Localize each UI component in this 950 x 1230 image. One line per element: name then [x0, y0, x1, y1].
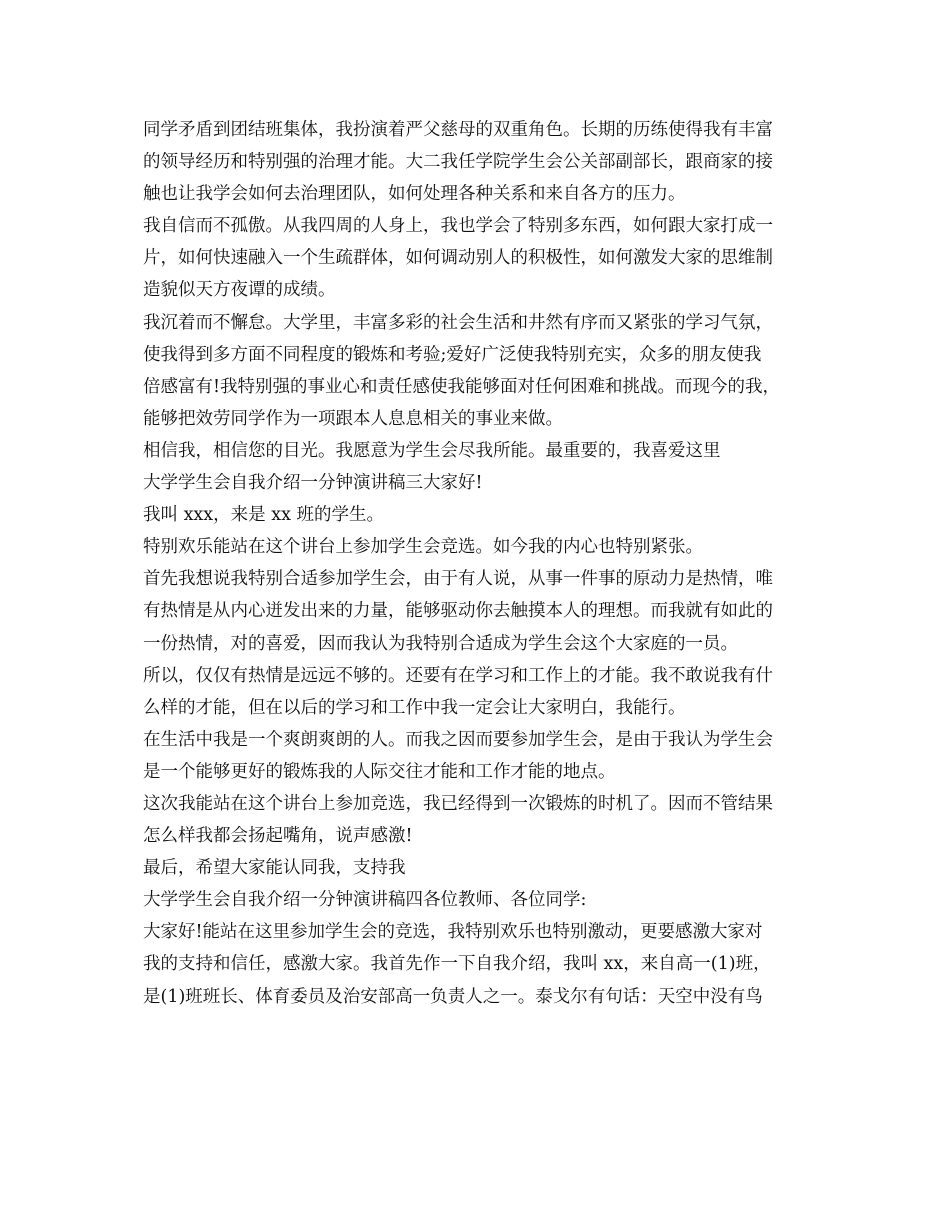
- text-line: 同学矛盾到团结班集体，我扮演着严父慈母的双重角色。长期的历练使得我有丰富: [143, 120, 773, 140]
- text-line: 是一个能够更好的锻炼我的人际交往才能和工作才能的地点。: [143, 761, 616, 782]
- text-line: 我沉着而不懈怠。大学里，丰富多彩的社会生活和井然有序而又紧张的学习气氛，: [143, 312, 773, 333]
- document-body: [143, 114, 833, 1013]
- text-line: 大学学生会自我介绍一分钟演讲稿四各位教师、各位同学:: [143, 890, 587, 911]
- text-line: 我的支持和信任，感激大家。我首先作一下自我介绍，我叫 xx，来自高一(1)班，: [143, 954, 771, 975]
- text-line: 是(1)班班长、体育委员及治安部高一负责人之一。泰戈尔有句话：天空中没有鸟: [143, 986, 763, 1007]
- text-line: 在生活中我是一个爽朗爽朗的人。而我之因而要参加学生会，是由于我认为学生会: [143, 729, 773, 750]
- text-line: 所以，仅仅有热情是远远不够的。还要有在学习和工作上的才能。我不敢说我有什: [143, 665, 773, 686]
- text-line: 我叫 xxx，来是 xx 班的学生。: [143, 505, 385, 526]
- text-line: 一份热情，对的喜爱，因而我认为我特别合适成为学生会这个大家庭的一员。: [143, 633, 738, 654]
- text-line: 相信我，相信您的目光。我愿意为学生会尽我所能。最重要的，我喜爱这里: [143, 440, 721, 461]
- text-line: 造貌似天方夜谭的成绩。: [143, 280, 336, 301]
- text-line: 首先我想说我特别合适参加学生会，由于有人说，从事一件事的原动力是热情，唯: [143, 569, 773, 590]
- text-line: 片，如何快速融入一个生疏群体，如何调动别人的积极性，如何激发大家的思维制: [143, 248, 773, 269]
- text-line: 触也让我学会如何去治理团队，如何处理各种关系和来自各方的压力。: [143, 184, 686, 205]
- text-line: 这次我能站在这个讲台上参加竞选，我已经得到一次锻炼的时机了。因而不管结果: [143, 793, 773, 814]
- text-line: 大学学生会自我介绍一分钟演讲稿三大家好!: [143, 473, 483, 494]
- text-line: 使我得到多方面不同程度的锻炼和考验;爱好广泛使我特别充实，众多的朋友使我: [143, 344, 762, 365]
- text-line: 能够把效劳同学作为一项跟本人息息相关的事业来做。: [143, 408, 563, 429]
- text-line: 么样的才能，但在以后的学习和工作中我一定会让大家明白，我能行。: [143, 697, 686, 718]
- text-line: 有热情是从内心迸发出来的力量，能够驱动你去触摸本人的理想。而我就有如此的: [143, 601, 773, 622]
- text-line: 怎么样我都会扬起嘴角，说声感激!: [143, 826, 413, 847]
- text-line: 特别欢乐能站在这个讲台上参加学生会竞选。如今我的内心也特别紧张。: [143, 537, 703, 558]
- text-line: 我自信而不孤傲。从我四周的人身上，我也学会了特别多东西，如何跟大家打成一: [143, 216, 773, 237]
- text-line: 大家好!能站在这里参加学生会的竞选，我特别欢乐也特别激动，更要感激大家对: [143, 922, 763, 943]
- text-line: 倍感富有!我特别强的事业心和责任感使我能够面对任何困难和挑战。而现今的我，: [143, 376, 781, 397]
- text-line: 最后，希望大家能认同我，支持我: [143, 858, 406, 879]
- text-line: 的领导经历和特别强的治理才能。大二我任学院学生会公关部副部长，跟商家的接: [143, 152, 773, 173]
